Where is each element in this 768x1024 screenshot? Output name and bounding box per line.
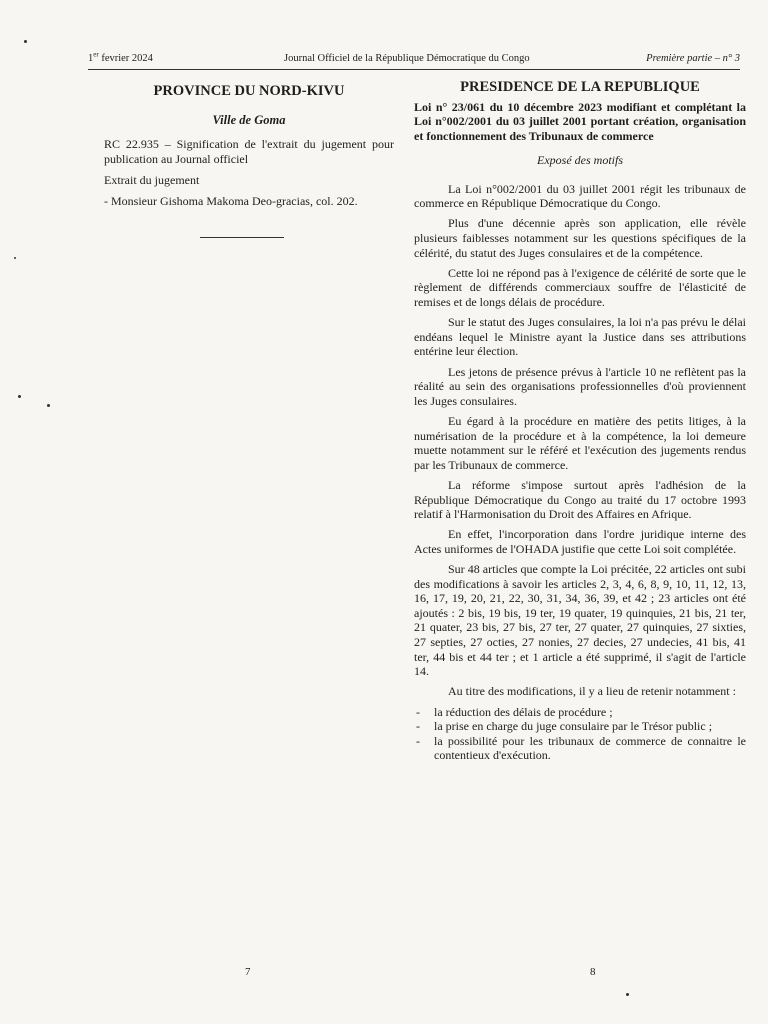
- body-paragraph: Eu égard à la procédure en matière des petits litiges, à la numérisation de la procédure et à la compétence, la loi demeure muette notamment sur le référé et l'exécution des jugements rendus par les Tribunaux de commerce.: [414, 413, 746, 472]
- body-paragraph: Cette loi ne répond pas à l'exigence de célérité de sorte que le règlement de différends commerciaux souffre de l'élasticité de remises et de longs délais de procédure.: [414, 265, 746, 310]
- body-paragraph: En effet, l'incorporation dans l'ordre juridique interne des Actes uniformes de l'OHADA justifie que cette Loi soit complétée.: [414, 527, 746, 556]
- scan-speck: [14, 257, 16, 259]
- body-paragraph: Sur le statut des Juges consulaires, la loi n'a pas prévu le délai endéans lequel le Ministre ayant la Justice dans ses attributions entérine leur élection.: [414, 315, 746, 359]
- modifications-list: [414, 705, 746, 763]
- body-paragraph: La Loi n°002/2001 du 03 juillet 2001 régit les tribunaux de commerce en République Démocratique du Congo.: [414, 181, 746, 211]
- page-number-left: 7: [245, 966, 251, 978]
- body-paragraph: Les jetons de présence prévus à l'article 10 ne reflètent pas la réalité au sein des organisations professionnelles d'où proviennent les Juges consulaires.: [414, 364, 746, 408]
- law-subtitle: Exposé des motifs: [537, 153, 623, 168]
- presidency-title: PRESIDENCE DE LA REPUBLIQUE: [460, 79, 700, 95]
- body-paragraph: Au titre des modifications, il y a lieu de retenir notamment :: [448, 684, 736, 699]
- scan-speck: [626, 993, 629, 996]
- running-header: [88, 50, 740, 70]
- body-paragraph: La réforme s'impose surtout après l'adhésion de la République Démocratique du Congo au traité du 17 octobre 1993 relatif à l'Harmonisation du Droit des Affaires en Afrique.: [414, 477, 746, 522]
- body-paragraph: Sur 48 articles que compte la Loi précitée, 22 articles ont subi des modifications à savoir les articles 2, 3, 4, 6, 8, 9, 10, 11, 12, 13, 16, 17, 19, 20, 21, 22, 30, 31, 34, 36, 39, et 42 ; 23 articles ont été ajoutés : 2 bis, 19 bis, 19 ter, 19 quater, 19 quinquies, 21 bis, 21 ter, 21 quater, 23 bis, 27 bis, 27 ter, 27 quater, 27 quinquies, 27 sixties, 27 septies, 27 octies, 27 nonies, 27 decies, 27 undecies, 41 bis, 41 ter, 44 bis et 44 ter ; et 1 article a été supprimé, il s'agit de l'article 14.: [414, 562, 746, 679]
- left-column: [104, 84, 394, 238]
- section-divider: [200, 237, 284, 238]
- province-title: PROVINCE DU NORD-KIVU: [153, 83, 345, 99]
- header-part: Première partie – n° 3: [646, 53, 740, 64]
- header-date: 1er fevrier 2024: [88, 50, 153, 64]
- page-number-right: 8: [590, 966, 596, 978]
- left-paragraph-3: - Monsieur Gishoma Makoma Deo-gracias, col. 202.: [104, 194, 358, 208]
- list-item: - la possibilité pour les tribunaux de commerce de connaitre le contentieux d'exécution.: [414, 734, 746, 763]
- scan-speck: [24, 40, 27, 43]
- left-paragraph-2: Extrait du jugement: [104, 173, 200, 187]
- city-title: Ville de Goma: [212, 113, 286, 127]
- scan-speck: [47, 404, 50, 407]
- left-paragraph-1: RC 22.935 – Signification de l'extrait du jugement pour publication au Journal officiel: [104, 137, 394, 166]
- scan-speck: [18, 395, 21, 398]
- right-column: [414, 80, 746, 763]
- header-journal-title: Journal Officiel de la République Démocratique du Congo: [284, 53, 530, 64]
- list-item: - la réduction des délais de procédure ;: [414, 705, 746, 720]
- law-title: Loi n° 23/061 du 10 décembre 2023 modifiant et complétant la Loi n°002/2001 du 03 juillet 2001 portant création, organisation et fonctionnement des Tribunaux de commerce: [414, 99, 746, 143]
- body-paragraph: Plus d'une décennie après son application, elle révèle plusieurs faiblesses notamment sur les questions spécifiques de la célérité, du statut des Juges consulaires et de la compétence.: [414, 216, 746, 260]
- list-item: - la prise en charge du juge consulaire par le Trésor public ;: [414, 719, 746, 734]
